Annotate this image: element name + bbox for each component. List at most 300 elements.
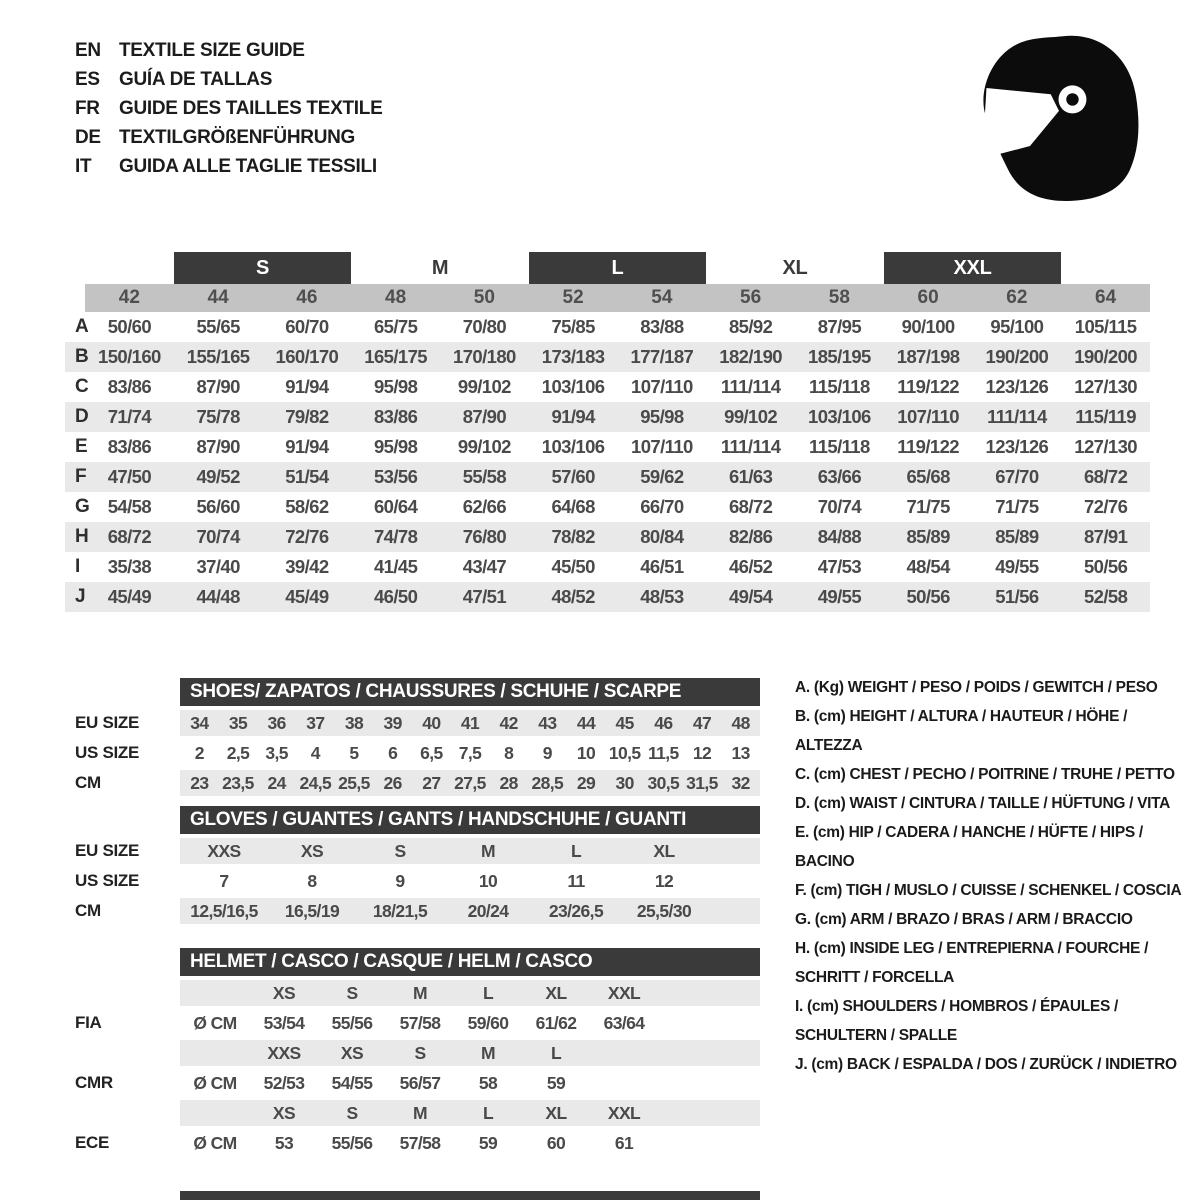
column-header-cell: 54 <box>651 287 673 308</box>
legend <box>795 673 1193 1079</box>
row-values <box>180 838 760 864</box>
value-cell: 155/165 <box>186 346 250 367</box>
value-cell: 30,5 <box>647 773 680 793</box>
value-cell: 23,5 <box>222 773 254 793</box>
value-cell: 56/57 <box>399 1073 441 1093</box>
helmet-value-row <box>75 1130 760 1156</box>
value-cell: 32 <box>731 773 750 793</box>
value-cell: 35/38 <box>107 556 152 577</box>
value-cell: 190/200 <box>1074 346 1137 367</box>
legend-item: A. (Kg) WEIGHT / PESO / POIDS / GEWITCH / PESO <box>795 679 1158 696</box>
value-cell: 18/21,5 <box>372 901 428 921</box>
diameter-unit: Ø CM <box>193 1133 237 1153</box>
value-cell: 41 <box>460 713 480 733</box>
value-cell: 10 <box>478 871 498 891</box>
value-cell: 3,5 <box>265 743 288 763</box>
value-cell: 91/94 <box>285 436 329 457</box>
racing-helmet-icon <box>975 30 1143 202</box>
column-header-cell: 58 <box>828 287 850 308</box>
row-label: EU SIZE <box>75 841 140 860</box>
cropped-section-bar <box>180 1191 760 1200</box>
value-cell: 72/76 <box>285 526 329 547</box>
column-header-cell: 56 <box>740 287 762 308</box>
value-cell: 83/86 <box>373 406 418 427</box>
value-cell: 24,5 <box>299 773 332 793</box>
empty-cell <box>180 1040 250 1066</box>
value-cell: 76/80 <box>462 526 507 547</box>
language-label: GUIDE DES TAILLES TEXTILE <box>119 98 383 119</box>
value-cell: 111/114 <box>720 376 781 397</box>
value-cell: 49/52 <box>196 466 240 487</box>
language-row <box>75 94 382 123</box>
value-cell: 35 <box>228 713 248 733</box>
value-cell: 36 <box>267 713 286 733</box>
row-label: D <box>75 406 89 427</box>
size-cell: S <box>346 983 358 1003</box>
value-cell: 91/94 <box>285 376 329 397</box>
value-cell: 50/56 <box>906 586 950 607</box>
value-cell: 187/198 <box>896 346 960 367</box>
value-cell: 11,5 <box>647 743 679 763</box>
value-cell: 103/106 <box>541 376 605 397</box>
legend-item: F. (cm) TIGH / MUSLO / CUISSE / SCHENKEL / COSCIA <box>795 882 1182 899</box>
value-cell: 20/24 <box>467 901 509 921</box>
value-cell: 87/90 <box>196 376 240 397</box>
row-label: CM <box>75 901 101 920</box>
value-cell: 60/64 <box>373 496 418 517</box>
value-cell: 46/52 <box>728 556 773 577</box>
value-cell: 99/102 <box>457 376 511 397</box>
size-cell: XXS <box>267 1043 301 1063</box>
value-cell: 71/74 <box>107 406 152 427</box>
row-values <box>180 868 760 894</box>
value-cell: 190/200 <box>985 346 1049 367</box>
helmet-value-row <box>75 1010 760 1036</box>
value-cell: 59/62 <box>640 466 684 487</box>
language-row <box>75 152 382 181</box>
language-row <box>75 36 382 65</box>
value-cell: 74/78 <box>373 526 418 547</box>
value-cell: 13 <box>731 743 750 763</box>
size-band-xxl: XXL <box>884 252 1062 284</box>
value-cell: 9 <box>395 871 405 891</box>
value-cell: 7,5 <box>458 743 482 763</box>
value-cell: 60/70 <box>285 316 329 337</box>
size-cell: M <box>413 983 427 1003</box>
shoes-body-row <box>75 710 760 736</box>
value-cell: S <box>394 841 406 861</box>
shoes-body-row <box>75 770 760 796</box>
value-cell: 49/54 <box>728 586 773 607</box>
row-values <box>180 710 760 736</box>
value-cell: 6 <box>388 743 398 763</box>
value-cell: 182/190 <box>719 346 782 367</box>
value-cell: 23 <box>190 773 209 793</box>
value-cell: 12 <box>692 743 712 763</box>
size-cell: L <box>482 1103 494 1123</box>
value-cell: 47/50 <box>107 466 152 487</box>
value-cell: 185/195 <box>808 346 871 367</box>
value-cell: 123/126 <box>985 436 1049 457</box>
size-row-values <box>180 1040 760 1066</box>
value-cell: 75/85 <box>551 316 595 337</box>
value-cell: 87/91 <box>1083 526 1128 547</box>
value-cell: 43 <box>538 713 557 733</box>
language-code: DE <box>75 127 101 148</box>
legend-item: G. (cm) ARM / BRAZO / BRAS / ARM / BRACCIO <box>795 911 1133 928</box>
size-cell: XL <box>545 983 567 1003</box>
value-cell: 70/80 <box>462 316 507 337</box>
value-cell: 57/60 <box>551 466 595 487</box>
value-cell: 103/106 <box>541 436 605 457</box>
value-cell: 90/100 <box>901 316 955 337</box>
size-cell: M <box>413 1103 427 1123</box>
value-cell: 107/110 <box>631 376 693 397</box>
table-row <box>65 552 1150 582</box>
value-cell: 87/95 <box>817 316 862 337</box>
value-cell: XS <box>300 841 324 861</box>
value-cell: 44 <box>576 713 596 733</box>
row-values <box>180 770 760 796</box>
value-cell: L <box>570 841 582 861</box>
value-cell: 65/75 <box>373 316 418 337</box>
value-cell: 173/183 <box>541 346 605 367</box>
value-cell: 46/50 <box>373 586 418 607</box>
helmet-table-body <box>75 980 760 1156</box>
value-cell: 9 <box>542 743 552 763</box>
value-cell: 47 <box>692 713 712 733</box>
value-cell: 45/49 <box>107 586 152 607</box>
value-cell: XL <box>653 841 675 861</box>
size-band-row <box>85 252 1150 284</box>
value-cell: 87/90 <box>196 436 240 457</box>
main-table-body <box>65 312 1150 612</box>
column-header-cell: 64 <box>1095 287 1117 308</box>
row-label: H <box>75 526 89 547</box>
row-values <box>85 522 1150 552</box>
value-cell: 160/170 <box>275 346 339 367</box>
value-cell: 58/62 <box>285 496 329 517</box>
value-cell: 84/88 <box>817 526 862 547</box>
gloves-section <box>75 806 760 924</box>
value-cell: 5 <box>349 743 359 763</box>
value-cell: 83/86 <box>107 436 152 457</box>
column-header-cell: 60 <box>917 287 939 308</box>
value-cell: 123/126 <box>985 376 1049 397</box>
value-cell: 115/119 <box>1075 406 1136 427</box>
value-cell: 49/55 <box>817 586 862 607</box>
gloves-body-row <box>75 838 760 864</box>
size-cell: XS <box>272 983 296 1003</box>
value-cell: 46/51 <box>640 556 684 577</box>
size-cell: XS <box>340 1043 364 1063</box>
language-code: IT <box>75 156 92 177</box>
value-cell: 68/72 <box>107 526 152 547</box>
row-label: A <box>75 316 89 337</box>
shoes-body <box>75 710 760 796</box>
row-values <box>85 342 1150 372</box>
column-header-cell: 62 <box>1006 287 1028 308</box>
value-cell: 38 <box>344 713 364 733</box>
legend-item: J. (cm) BACK / ESPALDA / DOS / ZURÜCK / INDIETRO <box>795 1056 1177 1073</box>
row-values <box>85 492 1150 522</box>
value-cell: 95/98 <box>373 436 418 457</box>
row-label: J <box>75 586 86 607</box>
value-cell: 59 <box>478 1133 498 1153</box>
value-cell: 99/102 <box>724 406 778 427</box>
gloves-body-row <box>75 868 760 894</box>
value-cell: 8 <box>307 871 317 891</box>
value-cell: 46 <box>654 713 673 733</box>
language-row <box>75 123 382 152</box>
value-cell: 57/58 <box>399 1133 441 1153</box>
size-cell: L <box>482 983 494 1003</box>
value-cell: 58 <box>478 1073 498 1093</box>
helmet-size-row <box>180 980 760 1006</box>
column-header-cell: 52 <box>562 287 584 308</box>
value-cell: 95/100 <box>990 316 1044 337</box>
value-cell: 2 <box>194 743 204 763</box>
value-cell: 170/180 <box>453 346 516 367</box>
value-cell: 150/160 <box>98 346 161 367</box>
value-cell: 107/110 <box>897 406 959 427</box>
value-cell: 48/53 <box>640 586 684 607</box>
value-cell: 31,5 <box>686 773 718 793</box>
helmet-size-row <box>180 1100 760 1126</box>
legend-item: E. (cm) HIP / CADERA / HANCHE / HÜFTE / HIPS / BACINO <box>795 824 1143 870</box>
size-cell: M <box>481 1043 495 1063</box>
table-row <box>65 312 1150 342</box>
row-values <box>85 432 1150 462</box>
value-cell: 40 <box>422 713 441 733</box>
value-cell: 28,5 <box>531 773 564 793</box>
value-row-values <box>180 1070 760 1096</box>
value-cell: 16,5/19 <box>284 901 340 921</box>
size-band-s: S <box>174 252 352 284</box>
language-label: TEXTILGRÖßENFÜHRUNG <box>119 127 356 148</box>
value-cell: 95/98 <box>640 406 684 427</box>
row-label: C <box>75 376 89 397</box>
column-header-cell: 48 <box>385 287 407 308</box>
value-cell: 12,5/16,5 <box>190 901 258 921</box>
value-cell: 66/70 <box>640 496 684 517</box>
value-cell: 45/49 <box>285 586 329 607</box>
value-cell: 49/55 <box>995 556 1039 577</box>
size-row-values <box>180 1100 760 1126</box>
value-cell: 53 <box>274 1133 294 1153</box>
row-label: US SIZE <box>75 871 140 890</box>
gloves-body <box>75 838 760 924</box>
value-cell: 68/72 <box>728 496 773 517</box>
value-cell: 103/106 <box>808 406 871 427</box>
legend-item: D. (cm) WAIST / CINTURA / TAILLE / HÜFTUNG / VITA <box>795 795 1171 812</box>
language-label: GUIDA ALLE TAGLIE TESSILI <box>119 156 377 177</box>
value-cell: 4 <box>310 743 320 763</box>
standard-label: ECE <box>75 1133 110 1152</box>
value-cell: 60 <box>546 1133 566 1153</box>
value-cell: 55/56 <box>331 1133 373 1153</box>
value-cell: 29 <box>576 773 596 793</box>
size-row-values <box>180 980 760 1006</box>
value-cell: 53/54 <box>263 1013 305 1033</box>
size-band-l: L <box>529 252 707 284</box>
value-cell: 83/88 <box>640 316 684 337</box>
value-cell: 127/130 <box>1074 436 1137 457</box>
row-label: CM <box>75 773 101 792</box>
value-cell: 111/114 <box>720 436 781 457</box>
value-cell: 63/64 <box>603 1013 645 1033</box>
value-cell: 85/92 <box>728 316 773 337</box>
value-cell: 55/56 <box>331 1013 373 1033</box>
value-cell: 42 <box>499 713 518 733</box>
standard-label: FIA <box>75 1013 102 1032</box>
row-values <box>180 740 760 766</box>
value-cell: 39/42 <box>285 556 329 577</box>
value-cell: 87/90 <box>462 406 507 427</box>
value-cell: 70/74 <box>817 496 862 517</box>
value-cell: 50/56 <box>1083 556 1128 577</box>
value-cell: 55/58 <box>462 466 507 487</box>
value-cell: 50/60 <box>107 316 152 337</box>
value-cell: 61/63 <box>728 466 773 487</box>
value-cell: 105/115 <box>1074 316 1137 337</box>
value-cell: 67/70 <box>995 466 1039 487</box>
value-cell: 127/130 <box>1074 376 1137 397</box>
value-cell: 62/66 <box>462 496 507 517</box>
value-cell: 25,5/30 <box>636 901 692 921</box>
size-band-m: M <box>431 257 449 279</box>
value-cell: 34 <box>190 713 209 733</box>
column-header-cell: 50 <box>473 287 495 308</box>
row-label: E <box>75 436 88 457</box>
value-row-values <box>180 1010 760 1036</box>
value-cell: 52/58 <box>1083 586 1128 607</box>
value-cell: 82/86 <box>728 526 773 547</box>
value-cell: 59/60 <box>467 1013 509 1033</box>
standard-label: CMR <box>75 1073 113 1092</box>
shoes-title: SHOES/ ZAPATOS / CHAUSSURES / SCHUHE / SCARPE <box>180 678 760 706</box>
language-row <box>75 65 382 94</box>
value-cell: 71/75 <box>906 496 950 517</box>
value-cell: 48/52 <box>551 586 595 607</box>
column-header-cell: 42 <box>118 287 140 308</box>
row-label: G <box>75 496 90 517</box>
value-cell: 72/76 <box>1083 496 1128 517</box>
value-cell: 64/68 <box>551 496 595 517</box>
value-cell: M <box>481 841 495 861</box>
value-cell: 115/118 <box>809 376 870 397</box>
value-cell: 53/56 <box>373 466 418 487</box>
value-cell: 85/89 <box>995 526 1039 547</box>
value-cell: 78/82 <box>551 526 595 547</box>
value-cell: 177/187 <box>630 346 694 367</box>
legend-item: B. (cm) HEIGHT / ALTURA / HAUTEUR / HÖHE / ALTEZZA <box>795 708 1128 754</box>
empty-cell <box>590 1070 658 1096</box>
value-cell: 8 <box>504 743 514 763</box>
value-cell: 119/122 <box>897 436 959 457</box>
value-cell: 47/53 <box>817 556 862 577</box>
size-cell: XS <box>272 1103 296 1123</box>
value-cell: 28 <box>499 773 518 793</box>
shoes-section <box>75 678 760 796</box>
value-cell: 54/58 <box>107 496 152 517</box>
row-values <box>85 462 1150 492</box>
row-label: US SIZE <box>75 743 140 762</box>
value-cell: 51/54 <box>285 466 329 487</box>
value-cell: 47/51 <box>462 586 507 607</box>
value-cell: 99/102 <box>457 436 511 457</box>
value-cell: 37 <box>306 713 325 733</box>
legend-item: I. (cm) SHOULDERS / HOMBROS / ÉPAULES / SCHULTERN / SPALLE <box>795 998 1119 1044</box>
value-cell: 7 <box>219 871 229 891</box>
table-row <box>65 522 1150 552</box>
value-cell: 68/72 <box>1083 466 1128 487</box>
helmet-value-row <box>75 1070 760 1096</box>
language-list <box>75 36 382 181</box>
value-cell: 79/82 <box>285 406 329 427</box>
size-cell: XL <box>545 1103 567 1123</box>
column-header-row <box>85 284 1150 312</box>
table-row <box>65 432 1150 462</box>
value-cell: 45 <box>615 713 634 733</box>
value-cell: 71/75 <box>995 496 1039 517</box>
gloves-body-row <box>75 898 760 924</box>
textile-size-table <box>65 252 1150 612</box>
empty-cell <box>590 1040 658 1066</box>
language-label: GUÍA DE TALLAS <box>119 69 273 90</box>
row-label: B <box>75 346 89 367</box>
value-cell: 48/54 <box>906 556 950 577</box>
value-cell: XXS <box>207 841 241 861</box>
value-cell: 23/26,5 <box>548 901 604 921</box>
value-cell: 27,5 <box>454 773 486 793</box>
value-cell: 111/114 <box>987 406 1047 427</box>
language-code: EN <box>75 40 101 61</box>
value-cell: 57/58 <box>399 1013 441 1033</box>
table-row <box>65 372 1150 402</box>
value-cell: 75/78 <box>196 406 240 427</box>
row-label: I <box>75 556 81 577</box>
table-row <box>65 582 1150 612</box>
value-cell: 41/45 <box>373 556 418 577</box>
size-cell: XXL <box>607 983 641 1003</box>
value-cell: 2,5 <box>226 743 250 763</box>
size-band-xl: XL <box>782 257 808 279</box>
value-cell: 37/40 <box>196 556 240 577</box>
value-cell: 24 <box>267 773 286 793</box>
table-row <box>65 462 1150 492</box>
value-cell: 83/86 <box>107 376 152 397</box>
table-row <box>65 492 1150 522</box>
row-values <box>85 552 1150 582</box>
value-cell: 52/53 <box>263 1073 305 1093</box>
value-cell: 11 <box>567 871 585 891</box>
value-cell: 80/84 <box>640 526 684 547</box>
row-values <box>180 898 760 924</box>
value-cell: 107/110 <box>631 436 693 457</box>
column-header-cell: 46 <box>296 287 318 308</box>
row-values <box>85 402 1150 432</box>
diameter-unit: Ø CM <box>193 1073 237 1093</box>
value-cell: 95/98 <box>373 376 418 397</box>
value-cell: 70/74 <box>196 526 240 547</box>
helmet-size-row <box>180 1040 760 1066</box>
value-cell: 43/47 <box>462 556 507 577</box>
value-cell: 55/65 <box>196 316 240 337</box>
value-cell: 39 <box>383 713 402 733</box>
helmet-section <box>75 948 760 1156</box>
value-cell: 91/94 <box>551 406 595 427</box>
